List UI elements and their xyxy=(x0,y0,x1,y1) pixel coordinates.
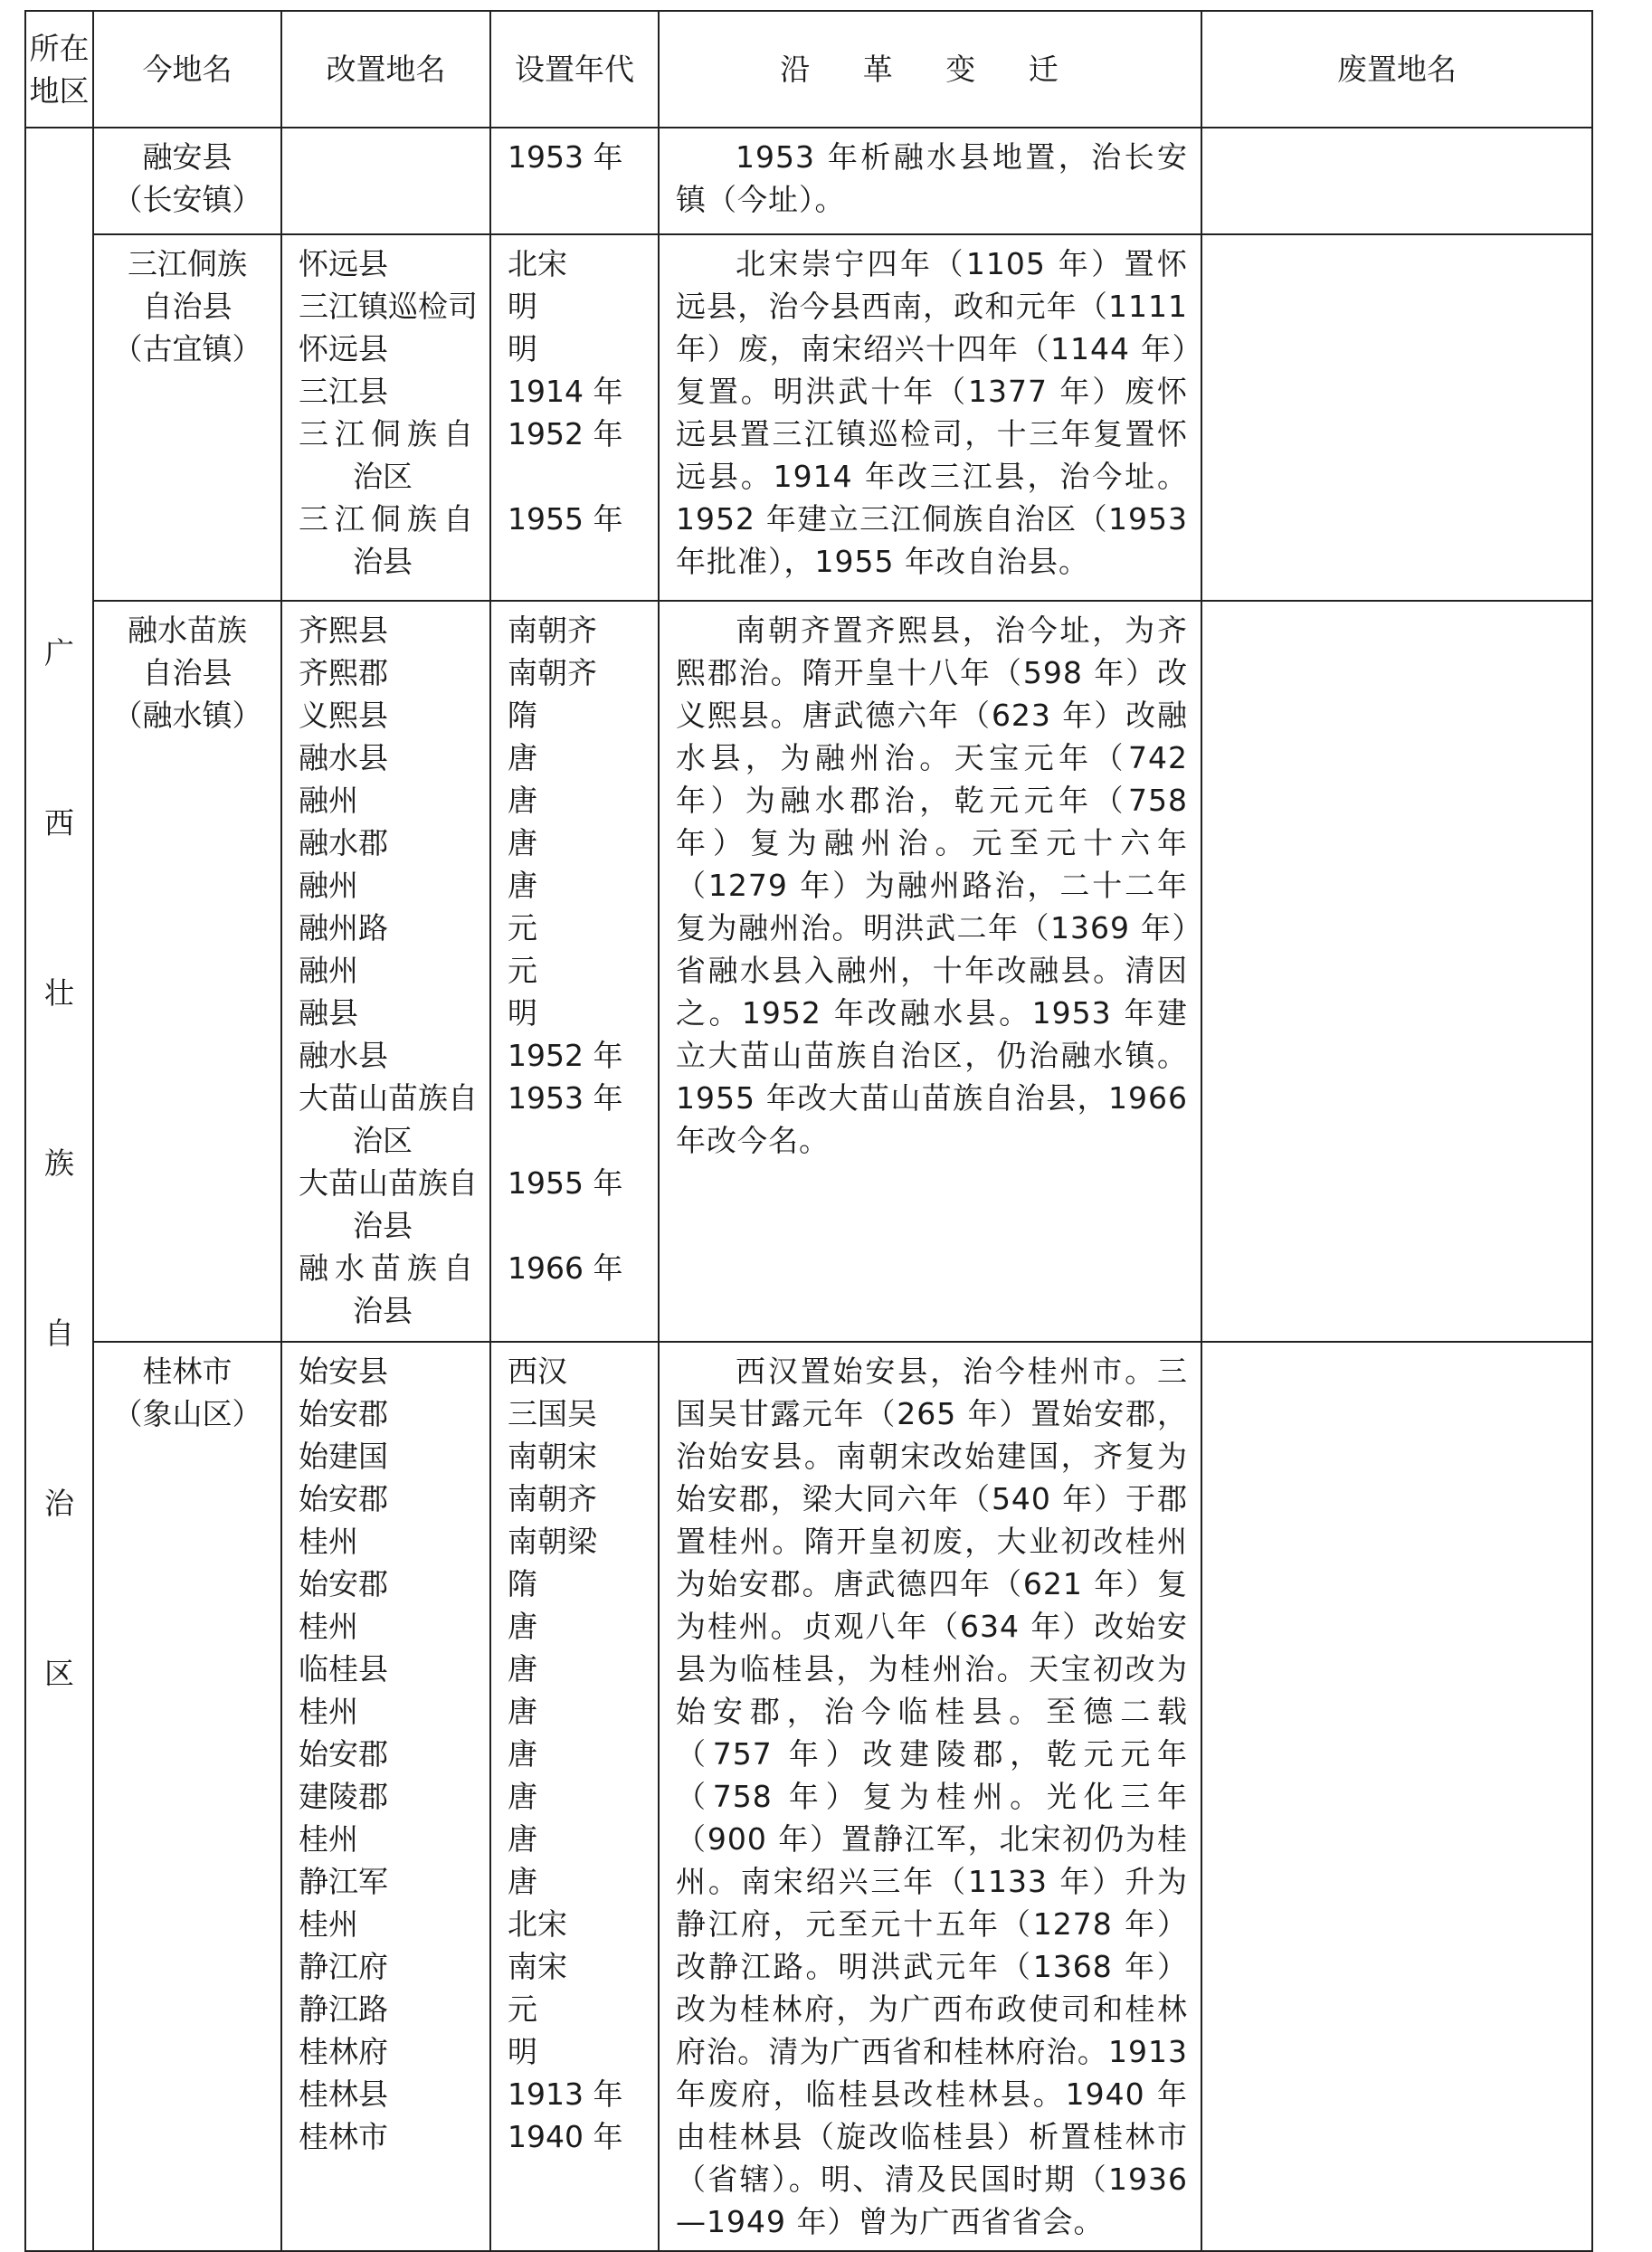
header-abolished: 废置地名 xyxy=(1201,11,1592,128)
changed-name-item: 融县 xyxy=(299,995,358,1031)
set-era-item: 1913 年 xyxy=(508,2076,623,2112)
set-era-cell xyxy=(490,234,659,601)
set-era-item: 1952 年 xyxy=(508,416,623,451)
set-era-item: 隋 xyxy=(508,698,537,733)
changed-name-item: 桂林县 xyxy=(299,2076,388,2112)
set-era-item: 1966 年 xyxy=(508,1250,623,1286)
changed-name-item: 桂州 xyxy=(299,1906,358,1942)
current-name-line: 融水苗族 xyxy=(128,613,247,648)
header-region-line1: 所在 xyxy=(29,30,90,66)
current-name-line: （长安镇） xyxy=(112,182,262,217)
table-row xyxy=(25,1342,1592,2251)
abolished-name-cell xyxy=(1201,128,1592,234)
set-era-item: 1952 年 xyxy=(508,1038,623,1073)
set-era-item: 唐 xyxy=(508,1609,537,1644)
set-era-item: 南宋 xyxy=(508,1949,567,1984)
changed-name-item: 桂州 xyxy=(299,1694,358,1729)
changed-name-cell xyxy=(281,601,490,1342)
changed-name-item: 治区 xyxy=(353,1123,413,1158)
abolished-name-cell xyxy=(1201,1342,1592,2251)
changed-name-item: 桂州 xyxy=(299,1821,358,1857)
current-name-line: 自治县 xyxy=(142,289,233,324)
changed-name-item: 大苗山苗族自 xyxy=(299,1080,478,1116)
current-name-line: 自治县 xyxy=(142,655,233,690)
header-changed-name: 改置地名 xyxy=(281,11,490,128)
set-era-item: 唐 xyxy=(508,1651,537,1687)
set-era-item: 元 xyxy=(508,953,537,988)
changed-name-item: 静江路 xyxy=(299,1991,388,2027)
set-era-item: 唐 xyxy=(508,868,537,903)
set-era-item: 明 xyxy=(508,289,537,324)
changed-name-item: 始安县 xyxy=(299,1354,388,1389)
history-cell xyxy=(659,601,1201,1342)
set-era-item: 1955 年 xyxy=(508,1165,623,1201)
header-region xyxy=(25,11,93,128)
changed-name-item: 三江侗族自 xyxy=(299,501,479,537)
history-cell xyxy=(659,1342,1201,2251)
current-name-line: 融安县 xyxy=(142,139,233,175)
changed-name-item: 融水县 xyxy=(299,740,388,775)
changed-name-item: 三江镇巡检司 xyxy=(299,289,478,324)
changed-name-item: 三江侗族自 xyxy=(299,416,479,451)
set-era-item: 1953 年 xyxy=(508,1080,623,1116)
header-region-line2: 地区 xyxy=(29,72,90,109)
set-era-item: 唐 xyxy=(508,740,537,775)
set-era-item: 南朝齐 xyxy=(508,655,597,690)
set-era-item: 隋 xyxy=(508,1566,537,1601)
set-era-item: 明 xyxy=(508,995,537,1031)
changed-name-item: 治县 xyxy=(353,544,413,579)
current-name-line: 桂林市 xyxy=(142,1354,233,1389)
set-era-item: 1953 年 xyxy=(508,139,623,175)
current-name-line: （古宜镇） xyxy=(112,331,262,366)
history-cell xyxy=(659,234,1201,601)
changed-name-item: 桂州 xyxy=(299,1524,358,1559)
set-era-cell xyxy=(490,1342,659,2251)
changed-name-item: 义熙县 xyxy=(299,698,388,733)
set-era-item: 南朝宋 xyxy=(508,1439,597,1474)
changed-name-item: 始安郡 xyxy=(299,1396,388,1431)
set-era-item: 唐 xyxy=(508,1864,537,1899)
changed-name-item: 齐熙县 xyxy=(299,613,388,648)
set-era-item: 1914 年 xyxy=(508,374,623,409)
header-history-text: 沿 革 变 迁 xyxy=(780,52,1080,87)
region-char: 区 xyxy=(44,1656,74,1691)
current-name-line: （象山区） xyxy=(112,1396,262,1431)
current-name-line: 三江侗族 xyxy=(128,246,247,281)
set-era-item: 唐 xyxy=(508,1821,537,1857)
set-era-item xyxy=(508,1204,650,1247)
history-text: 1953 年析融水县地置，治长安镇（今址）。 xyxy=(676,139,1188,217)
abolished-name-cell xyxy=(1201,601,1592,1342)
changed-name-cell xyxy=(281,234,490,601)
changed-name-item: 融州 xyxy=(299,953,358,988)
set-era-item: 唐 xyxy=(508,1736,537,1772)
set-era-item: 唐 xyxy=(508,1694,537,1729)
administrative-history-table xyxy=(24,10,1593,2252)
history-text: 南朝齐置齐熙县，治今址，为齐熙郡治。隋开皇十八年（598 年）改义熙县。唐武德六年（623 年）改融水县，为融州治。天宝元年（742 年）为融水郡治，乾元元年（758 年）复为融州治。元至元十六年（1279 年）为融州路治，二十二年复为融州治。明洪武二年（1369 年）省融水县入融州，十年改融县。清因之。1952 年改融水县。1953 年建立大苗山苗族自治区，仍治融水镇。1955 年改大苗山苗族自治县，1966 年改今名。 xyxy=(676,613,1188,1158)
region-char: 西 xyxy=(44,805,74,841)
changed-name-item: 桂林市 xyxy=(299,2119,388,2154)
region-char: 治 xyxy=(44,1486,74,1521)
set-era-item: 明 xyxy=(508,2034,537,2069)
current-name-cell xyxy=(93,234,281,601)
changed-name-item: 齐熙郡 xyxy=(299,655,388,690)
set-era-item: 唐 xyxy=(508,783,537,818)
set-era-item: 明 xyxy=(508,331,537,366)
history-cell xyxy=(659,128,1201,234)
region-char: 广 xyxy=(44,635,74,670)
set-era-item: 唐 xyxy=(508,825,537,860)
set-era-item: 三国吴 xyxy=(508,1396,597,1431)
history-text: 北宋崇宁四年（1105 年）置怀远县，治今县西南，政和元年（1111 年）废，南宋绍兴十四年（1144 年）复置。明洪武十年（1377 年）废怀远县置三江镇巡检司，十三年复置怀远县。1914 年改三江县，治今址。1952 年建立三江侗族自治区（1953 年批准），1955 年改自治县。 xyxy=(676,246,1188,579)
changed-name-item: 融水郡 xyxy=(299,825,388,860)
changed-name-item: 始建国 xyxy=(299,1439,388,1474)
set-era-item: 元 xyxy=(508,910,537,945)
changed-name-item: 三江县 xyxy=(299,374,388,409)
set-era-item: 南朝梁 xyxy=(508,1524,597,1559)
changed-name-item: 融州路 xyxy=(299,910,388,945)
history-text: 西汉置始安县，治今桂州市。三国吴甘露元年（265 年）置始安郡，治始安县。南朝宋改始建国，齐复为始安郡，梁大同六年（540 年）于郡置桂州。隋开皇初废，大业初改桂州为始安郡。唐武德四年（621 年）复为桂州。贞观八年（634 年）改始安县为临桂县，为桂州治。天宝初改为始安郡，治今临桂县。至德二载（757 年）改建陵郡，乾元元年（758 年）复为桂州。光化三年（900 年）置静江军，北宋初仍为桂州。南宋绍兴三年（1133 年）升为静江府，元至元十五年（1278 年）改静江路。明洪武元年（1368 年）改为桂林府，为广西布政使司和桂林府治。清为广西省和桂林府治。1913 年废府，临桂县改桂林县。1940 年由桂林县（旋改临桂县）析置桂林市（省辖）。明、清及民国时期（1936—1949 年）曾为广西省省会。 xyxy=(676,1354,1188,2239)
changed-name-item: 治县 xyxy=(353,1208,413,1243)
changed-name-item: 始安郡 xyxy=(299,1566,388,1601)
changed-name-item: 融水县 xyxy=(299,1038,388,1073)
header-row xyxy=(25,11,1592,128)
current-name-cell xyxy=(93,601,281,1342)
changed-name-item: 静江府 xyxy=(299,1949,388,1984)
current-name-line: （融水镇） xyxy=(112,698,262,733)
changed-name-item: 融州 xyxy=(299,783,358,818)
set-era-item: 南朝齐 xyxy=(508,613,597,648)
set-era-item: 1955 年 xyxy=(508,501,623,537)
table-row xyxy=(25,234,1592,601)
changed-name-item: 融水苗族自 xyxy=(299,1250,479,1286)
set-era-item: 唐 xyxy=(508,1779,537,1814)
changed-name-item: 始安郡 xyxy=(299,1736,388,1772)
table-row xyxy=(25,601,1592,1342)
set-era-item xyxy=(508,1119,650,1162)
changed-name-cell xyxy=(281,128,490,234)
changed-name-item: 临桂县 xyxy=(299,1651,388,1687)
changed-name-item: 静江军 xyxy=(299,1864,388,1899)
changed-name-item: 桂林府 xyxy=(299,2034,388,2069)
set-era-item: 元 xyxy=(508,1991,537,2027)
region-char: 自 xyxy=(44,1316,74,1351)
set-era-item: 南朝齐 xyxy=(508,1481,597,1516)
current-name-cell xyxy=(93,1342,281,2251)
region-char: 壮 xyxy=(44,975,74,1011)
changed-name-item: 大苗山苗族自 xyxy=(299,1165,478,1201)
header-set-era: 设置年代 xyxy=(490,11,659,128)
set-era-cell xyxy=(490,601,659,1342)
region-char: 族 xyxy=(44,1145,74,1181)
changed-name-item: 建陵郡 xyxy=(299,1779,388,1814)
table-row xyxy=(25,128,1592,234)
set-era-item xyxy=(508,1289,650,1332)
changed-name-item: 桂州 xyxy=(299,1609,358,1644)
set-era-cell xyxy=(490,128,659,234)
set-era-item: 北宋 xyxy=(508,246,567,281)
header-history xyxy=(659,11,1201,128)
changed-name-item: 融州 xyxy=(299,868,358,903)
changed-name-cell xyxy=(281,1342,490,2251)
changed-name-item: 怀远县 xyxy=(299,246,388,281)
set-era-item xyxy=(508,455,650,498)
set-era-item: 北宋 xyxy=(508,1906,567,1942)
header-current-name: 今地名 xyxy=(93,11,281,128)
set-era-item: 西汉 xyxy=(508,1354,567,1389)
abolished-name-cell xyxy=(1201,234,1592,601)
set-era-item: 1940 年 xyxy=(508,2119,623,2154)
changed-name-item: 治县 xyxy=(353,1293,413,1328)
set-era-item xyxy=(508,540,650,583)
region-cell xyxy=(25,128,93,2251)
changed-name-item: 怀远县 xyxy=(299,331,388,366)
changed-name-item: 治区 xyxy=(353,459,413,494)
changed-name-item: 始安郡 xyxy=(299,1481,388,1516)
current-name-cell xyxy=(93,128,281,234)
